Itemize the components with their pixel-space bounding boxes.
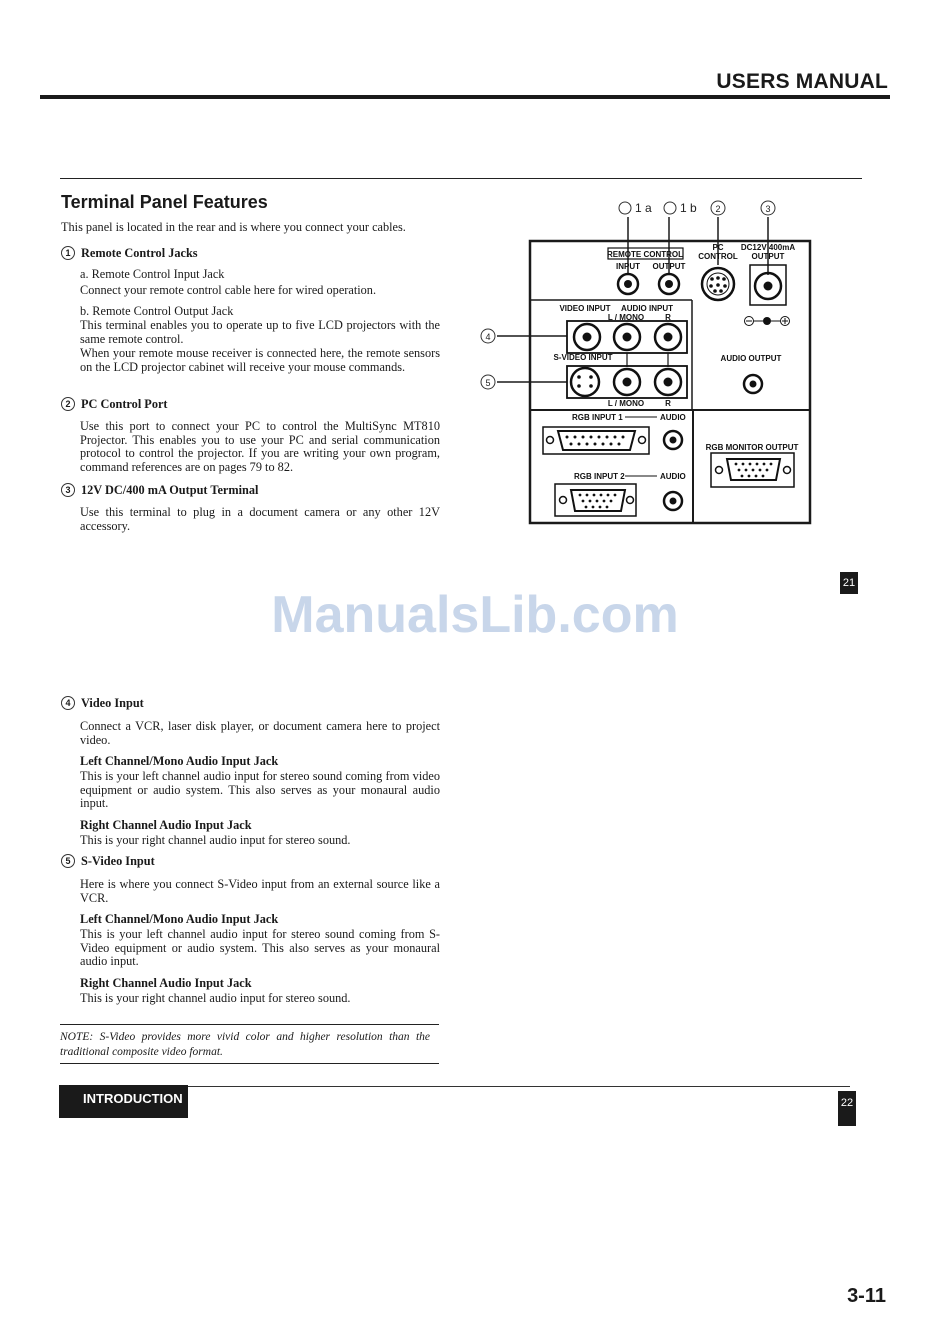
item1-number: 1: [61, 246, 75, 260]
item3-heading: [61, 483, 258, 498]
item1-b-text2: When your remote mouse receiver is connected here, the remote sensors on the LCD projector cabinet will receive your mouse commands.: [80, 346, 440, 374]
label-video-input: VIDEO INPUT: [559, 304, 611, 313]
item3-text: Use this terminal to plug in a document camera or any other 12V accessory.: [80, 505, 440, 533]
item1-b-text1: This terminal enables you to operate up to five LCD projectors with the same remote control.: [80, 318, 440, 346]
label-audio-1: AUDIO: [660, 413, 686, 422]
s-video-input-jack: [571, 368, 599, 396]
section-rule: [60, 178, 862, 179]
item1-a-text: Connect your remote control cable here for wired operation.: [80, 283, 377, 297]
label-remote-input: INPUT: [616, 262, 640, 271]
label-audio-2: AUDIO: [660, 472, 686, 481]
label-rgb-input-2: RGB INPUT 2: [574, 472, 625, 481]
item1-title: Remote Control Jacks: [81, 246, 198, 260]
note-rule-top: [60, 1024, 439, 1025]
item5-title: S-Video Input: [81, 854, 155, 868]
note-rule-bottom: [60, 1063, 439, 1064]
label-control: CONTROL: [698, 252, 738, 261]
label-s-video-input: S-VIDEO INPUT: [553, 353, 613, 362]
item2-number: 2: [61, 397, 75, 411]
item2-title: PC Control Port: [81, 397, 168, 411]
note-label: NOTE:: [60, 1031, 94, 1043]
callout-3: 3: [765, 204, 771, 214]
callout-4: 4: [485, 332, 491, 342]
item4-heading: [61, 696, 144, 711]
item4-text: Connect a VCR, laser disk player, or document camera here to project video.: [80, 719, 440, 747]
item3-title: 12V DC/400 mA Output Terminal: [81, 483, 259, 497]
item5-heading: [61, 854, 155, 869]
callout-5: 5: [485, 378, 491, 388]
label-remote-control: REMOTE CONTROL: [607, 250, 683, 259]
terminal-panel-diagram: [475, 195, 820, 530]
item4-right-title: Right Channel Audio Input Jack: [80, 818, 252, 832]
callout-1b: 1 b: [680, 201, 697, 215]
item5-left-text: This is your left channel audio input for stereo sound coming from S-Video equipment or audio system. This also serves as your monaural audio input.: [80, 927, 440, 968]
label-r-1: R: [665, 313, 671, 322]
rgb-input-1-connector: [558, 431, 635, 450]
item5-right-text: This is your right channel audio input for stereo sound.: [80, 991, 351, 1005]
callout-1a: 1 a: [635, 201, 652, 215]
item5-number: 5: [61, 854, 75, 868]
section-footer-label: INTRODUCTION: [59, 1085, 188, 1118]
label-rgb-input-1: RGB INPUT 1: [572, 413, 623, 422]
page-marker-21: 21: [840, 572, 858, 594]
label-pc: PC: [712, 243, 724, 252]
item5-text: Here is where you connect S-Video input from an external source like a VCR.: [80, 877, 440, 905]
item1-b-title: b. Remote Control Output Jack: [80, 304, 234, 318]
note-text: S-Video provides more vivid color and higher resolution than the traditional composite video format.: [60, 1031, 430, 1058]
section-intro: This panel is located in the rear and is where you connect your cables.: [61, 220, 406, 234]
label-r-2: R: [665, 399, 671, 408]
watermark: ManualsLib.com: [271, 586, 679, 644]
footer-rule: [188, 1086, 850, 1087]
item2-heading: [61, 397, 168, 412]
header-title: USERS MANUAL: [716, 70, 888, 93]
note: [60, 1030, 430, 1059]
label-dc12v: DC12V 400mA: [740, 243, 796, 252]
page-number: 3-11: [847, 1285, 886, 1307]
item4-left-title: Left Channel/Mono Audio Input Jack: [80, 754, 279, 768]
item2-text: Use this port to connect your PC to control the MultiSync MT810 Projector. This enables you to use your PC and serial communication protocol to control the projector. If you are writing your own program, command references are on pages 79 to 82.: [80, 419, 440, 474]
item4-number: 4: [61, 696, 75, 710]
label-dc-output: OUTPUT: [751, 252, 785, 261]
label-audio-input: AUDIO INPUT: [621, 304, 673, 313]
item5-left-title: Left Channel/Mono Audio Input Jack: [80, 912, 279, 926]
label-l-mono-1: L / MONO: [607, 313, 645, 322]
header-rule: [40, 95, 890, 99]
label-audio-output: AUDIO OUTPUT: [720, 354, 782, 363]
item1-heading: [61, 246, 198, 261]
label-remote-output: OUTPUT: [652, 262, 686, 271]
item1-a-title: a. Remote Control Input Jack: [80, 267, 225, 281]
item3-number: 3: [61, 483, 75, 497]
label-rgb-monitor-output: RGB MONITOR OUTPUT: [705, 443, 799, 452]
item5-right-title: Right Channel Audio Input Jack: [80, 976, 252, 990]
item4-right-text: This is your right channel audio input for stereo sound.: [80, 833, 351, 847]
section-title: Terminal Panel Features: [61, 192, 268, 212]
callout-2: 2: [715, 204, 721, 214]
item4-title: Video Input: [81, 696, 144, 710]
label-l-mono-2: L / MONO: [607, 399, 645, 408]
page-marker-22: 22: [838, 1091, 856, 1126]
item4-left-text: This is your left channel audio input for stereo sound coming from video equipment or audio system. This also serves as your monaural audio input.: [80, 769, 440, 810]
